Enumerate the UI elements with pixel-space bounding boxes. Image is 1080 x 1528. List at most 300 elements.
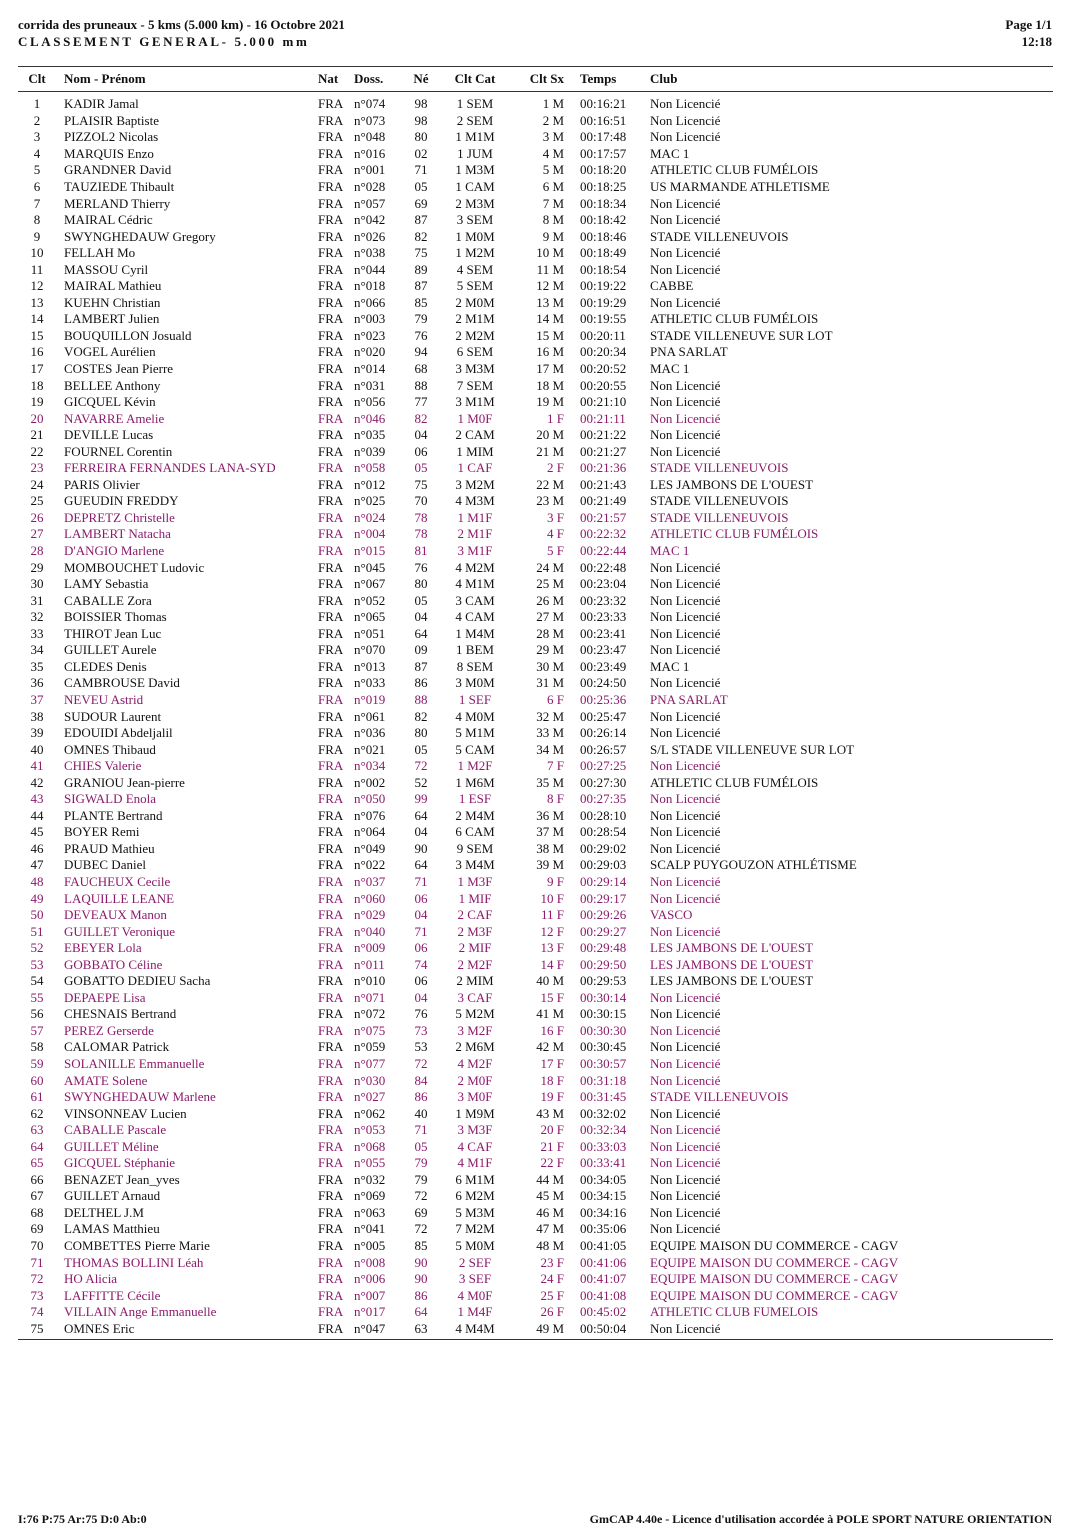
table-row [18,1271,1053,1288]
sex-rank-cell: 38 M [536,840,564,856]
nat-cell: FRA [318,576,344,592]
rank-cell: 42 [30,774,44,790]
table-row [18,1254,1053,1271]
birth-year-cell: 86 [414,675,428,691]
category-rank-cell: 2 M6M [455,1039,495,1055]
name-cell: MAIRAL Cédric [64,212,153,228]
rank-cell: 52 [30,940,44,956]
table-row [18,1320,1053,1339]
sex-rank-cell: 15 F [540,989,564,1005]
nat-cell: FRA [318,1039,344,1055]
birth-year-cell: 64 [414,625,428,641]
club-cell: VASCO [650,907,693,923]
club-cell: Non Licencié [650,625,721,641]
nat-cell: FRA [318,609,344,625]
name-cell: NEVEU Astrid [64,691,144,707]
rank-cell: 70 [30,1238,44,1253]
club-cell: LES JAMBONS DE L'OUEST [650,956,814,972]
table-row [18,460,1053,477]
time-cell: 00:29:03 [580,857,627,873]
name-cell: LAMBERT Natacha [64,526,171,542]
bib-cell: n°060 [354,890,386,906]
rank-cell: 39 [30,725,44,741]
birth-year-cell: 71 [414,873,428,889]
name-cell: GICQUEL Kévin [64,394,156,410]
sex-rank-cell: 17 F [540,1055,564,1071]
category-rank-cell: 1 M1M [455,129,495,145]
name-cell: COMBETTES Pierre Marie [64,1238,210,1253]
table-row [18,824,1053,841]
time-cell: 00:20:52 [580,361,627,377]
club-cell: Non Licencié [650,840,721,856]
col-header-club: Club [650,67,1053,92]
rank-cell: 71 [30,1254,44,1270]
birth-year-cell: 71 [414,1122,428,1138]
time-cell: 00:18:46 [580,228,627,244]
bib-cell: n°031 [354,377,386,393]
sex-rank-cell: 45 M [536,1188,564,1204]
col-header-name: Nom - Prénom [56,67,318,92]
time-cell: 00:17:57 [580,145,627,161]
table-row [18,477,1053,494]
nat-cell: FRA [318,1105,344,1121]
club-cell: Non Licencié [650,725,721,741]
nat-cell: FRA [318,741,344,757]
sex-rank-cell: 48 M [536,1238,564,1253]
club-cell: Non Licencié [650,261,721,277]
time-cell: 00:30:57 [580,1055,627,1071]
bib-cell: n°034 [354,758,386,774]
category-rank-cell: 1 M3F [457,873,493,889]
club-cell: Non Licencié [650,410,721,426]
table-row [18,626,1053,643]
name-cell: THOMAS BOLLINI Léah [64,1254,204,1270]
rank-cell: 26 [30,509,44,525]
sex-rank-cell: 22 F [540,1155,564,1171]
bib-cell: n°071 [354,989,386,1005]
club-cell: Non Licencié [650,245,721,261]
table-row [18,774,1053,791]
category-rank-cell: 3 M1F [457,543,493,559]
club-cell: S/L STADE VILLENEUVE SUR LOT [650,741,855,757]
club-cell: MAC 1 [650,543,690,559]
sex-rank-cell: 27 M [536,609,564,625]
time-cell: 00:21:49 [580,493,627,509]
name-cell: FERREIRA FERNANDES LANA-SYD [64,460,276,476]
category-rank-cell: 2 M2F [457,956,493,972]
nat-cell: FRA [318,344,344,360]
time-cell: 00:29:17 [580,890,627,906]
category-rank-cell: 2 SEF [458,1254,492,1270]
category-rank-cell: 2 M1F [457,526,493,542]
rank-cell: 10 [30,245,44,261]
table-row [18,1221,1053,1238]
bib-cell: n°068 [354,1138,386,1154]
category-rank-cell: 1 SEF [458,691,492,707]
results-body [18,92,1053,1340]
rank-cell: 30 [30,576,44,592]
birth-year-cell: 86 [414,1089,428,1105]
bib-cell: n°048 [354,129,386,145]
nat-cell: FRA [318,1204,344,1220]
name-cell: MERLAND Thierry [64,195,171,211]
table-row [18,956,1053,973]
category-rank-cell: 5 M0M [455,1238,495,1253]
sex-rank-cell: 20 F [540,1122,564,1138]
club-cell: Non Licencié [650,609,721,625]
sex-rank-cell: 36 M [536,807,564,823]
birth-year-cell: 06 [414,890,428,906]
nat-cell: FRA [318,907,344,923]
birth-year-cell: 04 [414,989,428,1005]
table-row [18,874,1053,891]
bib-cell: n°053 [354,1122,386,1138]
table-row [18,162,1053,179]
bib-cell: n°030 [354,1072,386,1088]
birth-year-cell: 85 [414,1238,428,1253]
bib-cell: n°049 [354,840,386,856]
sex-rank-cell: 19 M [536,394,564,410]
category-rank-cell: 3 CAF [457,989,493,1005]
rank-cell: 58 [30,1039,44,1055]
birth-year-cell: 72 [414,758,428,774]
table-row [18,245,1053,262]
sex-rank-cell: 7 M [542,195,564,211]
category-rank-cell: 3 SEM [456,212,494,228]
nat-cell: FRA [318,361,344,377]
sex-rank-cell: 17 M [536,361,564,377]
bib-cell: n°007 [354,1287,386,1303]
table-row [18,675,1053,692]
bib-cell: n°056 [354,394,386,410]
nat-cell: FRA [318,1006,344,1022]
table-row [18,857,1053,874]
time-cell: 00:21:36 [580,460,627,476]
rank-cell: 56 [30,1006,44,1022]
club-cell: Non Licencié [650,1138,721,1154]
table-row [18,179,1053,196]
sex-rank-cell: 47 M [536,1221,564,1237]
sex-rank-cell: 49 M [512,1320,574,1339]
name-cell: DEPAEPE Lisa [64,989,146,1005]
club-cell: Non Licencié [650,1188,721,1204]
sex-rank-cell: 6 F [547,691,564,707]
nat-cell: FRA [318,989,344,1005]
name-cell: CAMBROUSE David [64,675,180,691]
bib-cell: n°019 [354,691,386,707]
club-cell: ATHLETIC CLUB FUMÉLOIS [650,162,819,178]
club-cell: Non Licencié [650,576,721,592]
birth-year-cell: 71 [414,162,428,178]
table-row [18,1122,1053,1139]
bib-cell: n°022 [354,857,386,873]
club-cell: Non Licencié [650,923,721,939]
name-cell: OMNES Thibaud [64,741,156,757]
name-cell: MASSOU Cyril [64,261,149,277]
time-cell: 00:22:48 [580,559,627,575]
rank-cell: 3 [33,129,41,145]
club-cell: MAC 1 [650,361,690,377]
name-cell: MOMBOUCHET Ludovic [64,559,205,575]
time-cell: 00:21:22 [580,427,627,443]
sex-rank-cell: 2 F [547,460,564,476]
name-cell: AMATE Solene [64,1072,148,1088]
name-cell: BOYER Remi [64,824,140,840]
club-cell: PNA SARLAT [650,691,728,707]
sex-rank-cell: 21 F [540,1138,564,1154]
category-rank-cell: 2 M4M [455,807,495,823]
category-rank-cell: 6 SEM [456,344,494,360]
club-cell: EQUIPE MAISON DU COMMERCE - CAGV [650,1271,899,1287]
bib-cell: n°025 [354,493,386,509]
birth-year-cell: 89 [414,261,428,277]
nat-cell: FRA [318,940,344,956]
category-rank-cell: 4 M1M [455,576,495,592]
category-rank-cell: 4 CAM [455,609,495,625]
time-cell: 00:29:26 [580,907,627,923]
rank-cell: 66 [30,1171,44,1187]
category-rank-cell: 4 M0M [455,708,495,724]
birth-year-cell: 68 [414,361,428,377]
bib-cell: n°046 [354,410,386,426]
club-cell: EQUIPE MAISON DU COMMERCE - CAGV [650,1287,899,1303]
name-cell: MAIRAL Mathieu [64,278,162,294]
name-cell: BOISSIER Thomas [64,609,167,625]
birth-year-cell: 77 [414,394,428,410]
bib-cell: n°076 [354,807,386,823]
sex-rank-cell: 23 F [540,1254,564,1270]
category-rank-cell: 4 M2M [455,559,495,575]
col-header-time: Temps [574,67,650,92]
birth-year-cell: 90 [414,1271,428,1287]
birth-year-cell: 64 [414,807,428,823]
col-header-clt: Clt [18,67,56,92]
category-rank-cell: 1 JUM [457,145,493,161]
birth-year-cell: 80 [414,725,428,741]
time-cell: 00:21:10 [580,394,627,410]
club-cell: ATHLETIC CLUB FUMÉLOIS [650,311,819,327]
category-rank-cell: 4 M0F [457,1287,493,1303]
nat-cell: FRA [318,311,344,327]
sex-rank-cell: 28 M [536,625,564,641]
table-row [18,361,1053,378]
club-cell: EQUIPE MAISON DU COMMERCE - CAGV [650,1254,899,1270]
name-cell: PIZZOL2 Nicolas [64,129,159,145]
bib-cell: n°010 [354,973,386,989]
time-cell: 00:23:41 [580,625,627,641]
rank-cell: 38 [30,708,44,724]
sex-rank-cell: 1 M [542,96,564,112]
birth-year-cell: 85 [414,294,428,310]
time-cell: 00:21:43 [580,476,627,492]
table-row [18,146,1053,163]
rank-cell: 4 [33,145,41,161]
table-row [18,543,1053,560]
club-cell: MAC 1 [650,658,690,674]
rank-cell: 18 [30,377,44,393]
category-rank-cell: 6 CAM [455,824,495,840]
category-rank-cell: 1 ESF [458,791,492,807]
rank-cell: 1 [33,96,41,112]
table-row [18,1304,1053,1321]
category-rank-cell: 3 M2F [457,1022,493,1038]
time-cell: 00:23:47 [580,642,627,658]
bib-cell: n°045 [354,559,386,575]
sex-rank-cell: 2 M [542,112,564,128]
time-cell: 00:23:32 [580,592,627,608]
birth-year-cell: 64 [414,1304,428,1320]
time-cell: 00:19:29 [580,294,627,310]
time-cell: 00:32:02 [580,1105,627,1121]
sex-rank-cell: 39 M [536,857,564,873]
table-row [18,510,1053,527]
category-rank-cell: 2 M3F [457,923,493,939]
category-rank-cell: 3 SEF [458,1271,492,1287]
table-row [18,758,1053,775]
name-cell: DELTHEL J.M [64,1204,144,1220]
birth-year-cell: 99 [414,791,428,807]
category-rank-cell: 2 M3M [455,195,495,211]
club-cell: Non Licencié [650,112,721,128]
nat-cell: FRA [318,1254,344,1270]
club-cell: MAC 1 [650,145,690,161]
nat-cell: FRA [318,807,344,823]
time-cell: 00:28:54 [580,824,627,840]
category-rank-cell: 1 M0M [455,228,495,244]
time-cell: 00:28:10 [580,807,627,823]
rank-cell: 64 [30,1138,44,1154]
time-cell: 00:29:50 [580,956,627,972]
time-cell: 00:29:48 [580,940,627,956]
category-rank-cell: 2 MIM [456,973,494,989]
category-rank-cell: 2 M1M [455,311,495,327]
club-cell: Non Licencié [650,443,721,459]
rank-cell: 41 [30,758,44,774]
rank-cell: 63 [30,1122,44,1138]
nat-cell: FRA [318,145,344,161]
rank-cell: 73 [30,1287,44,1303]
rank-cell: 72 [30,1271,44,1287]
rank-cell: 67 [30,1188,44,1204]
table-row [18,1238,1053,1255]
birth-year-cell: 79 [414,1155,428,1171]
table-row [18,940,1053,957]
sex-rank-cell: 44 M [536,1171,564,1187]
category-rank-cell: 1 CAF [457,460,493,476]
time-cell: 00:23:33 [580,609,627,625]
nat-cell: FRA [318,1072,344,1088]
nat-cell: FRA [318,956,344,972]
bib-cell: n°050 [354,791,386,807]
table-row [18,923,1053,940]
time-cell: 00:30:30 [580,1022,627,1038]
bib-cell: n°067 [354,576,386,592]
category-rank-cell: 2 SEM [456,112,494,128]
bib-cell: n°047 [354,1320,404,1339]
nat-cell: FRA [318,1287,344,1303]
category-rank-cell: 3 M4M [455,857,495,873]
time-cell: 00:29:14 [580,873,627,889]
name-cell: SWYNGHEDAUW Marlene [64,1089,216,1105]
sex-rank-cell: 11 M [536,261,564,277]
club-cell: US MARMANDE ATHLETISME [650,179,830,194]
rank-cell: 44 [30,807,44,823]
bib-cell: n°041 [354,1221,386,1237]
table-row [18,377,1053,394]
time-cell: 00:21:27 [580,443,627,459]
table-row [18,1006,1053,1023]
bib-cell: n°018 [354,278,386,294]
rank-cell: 50 [30,907,44,923]
nat-cell: FRA [318,1122,344,1138]
bib-cell: n°072 [354,1006,386,1022]
sex-rank-cell: 30 M [536,658,564,674]
table-row [18,1039,1053,1056]
birth-year-cell: 52 [414,774,428,790]
time-cell: 00:34:05 [580,1171,627,1187]
bib-cell: n°029 [354,907,386,923]
bib-cell: n°042 [354,212,386,228]
name-cell: GICQUEL Stéphanie [64,1155,176,1171]
sex-rank-cell: 3 M [542,129,564,145]
bib-cell: n°058 [354,460,386,476]
birth-year-cell: 78 [414,526,428,542]
nat-cell: FRA [318,543,344,559]
sex-rank-cell: 14 F [540,956,564,972]
bib-cell: n°001 [354,162,386,178]
bib-cell: n°015 [354,543,386,559]
name-cell: GUILLET Veronique [64,923,176,939]
time-cell: 00:26:14 [580,725,627,741]
bib-cell: n°035 [354,427,386,443]
sex-rank-cell: 46 M [536,1204,564,1220]
table-row [18,576,1053,593]
name-cell: LAFFITTE Cécile [64,1287,161,1303]
time-cell: 00:41:08 [580,1287,627,1303]
time-cell: 00:41:06 [580,1254,627,1270]
category-rank-cell: 9 SEM [456,840,494,856]
name-cell: KUEHN Christian [64,294,161,310]
sex-rank-cell: 33 M [536,725,564,741]
rank-cell: 12 [30,278,44,294]
birth-year-cell: 73 [414,1022,428,1038]
name-cell: DUBEC Daniel [64,857,146,873]
bib-cell: n°017 [354,1304,386,1320]
category-rank-cell: 5 M3M [455,1204,495,1220]
bib-cell: n°044 [354,261,386,277]
table-row [18,907,1053,924]
sex-rank-cell: 5 F [547,543,564,559]
club-cell: Non Licencié [650,1155,721,1171]
table-row [18,708,1053,725]
birth-year-cell: 88 [414,377,428,393]
nat-cell: FRA [318,890,344,906]
name-cell: GOBATTO DEDIEU Sacha [64,973,211,989]
nat-cell: FRA [318,327,344,343]
rank-cell: 46 [30,840,44,856]
rank-cell: 16 [30,344,44,360]
table-row [18,990,1053,1007]
time-cell: 00:17:48 [580,129,627,145]
category-rank-cell: 8 SEM [456,658,494,674]
table-row [18,311,1053,328]
rank-cell: 13 [30,294,44,310]
sex-rank-cell: 29 M [536,642,564,658]
name-cell: GRANDNER David [64,162,172,178]
nat-cell: FRA [318,179,344,194]
club-cell: Non Licencié [650,1006,721,1022]
rank-cell: 15 [30,327,44,343]
